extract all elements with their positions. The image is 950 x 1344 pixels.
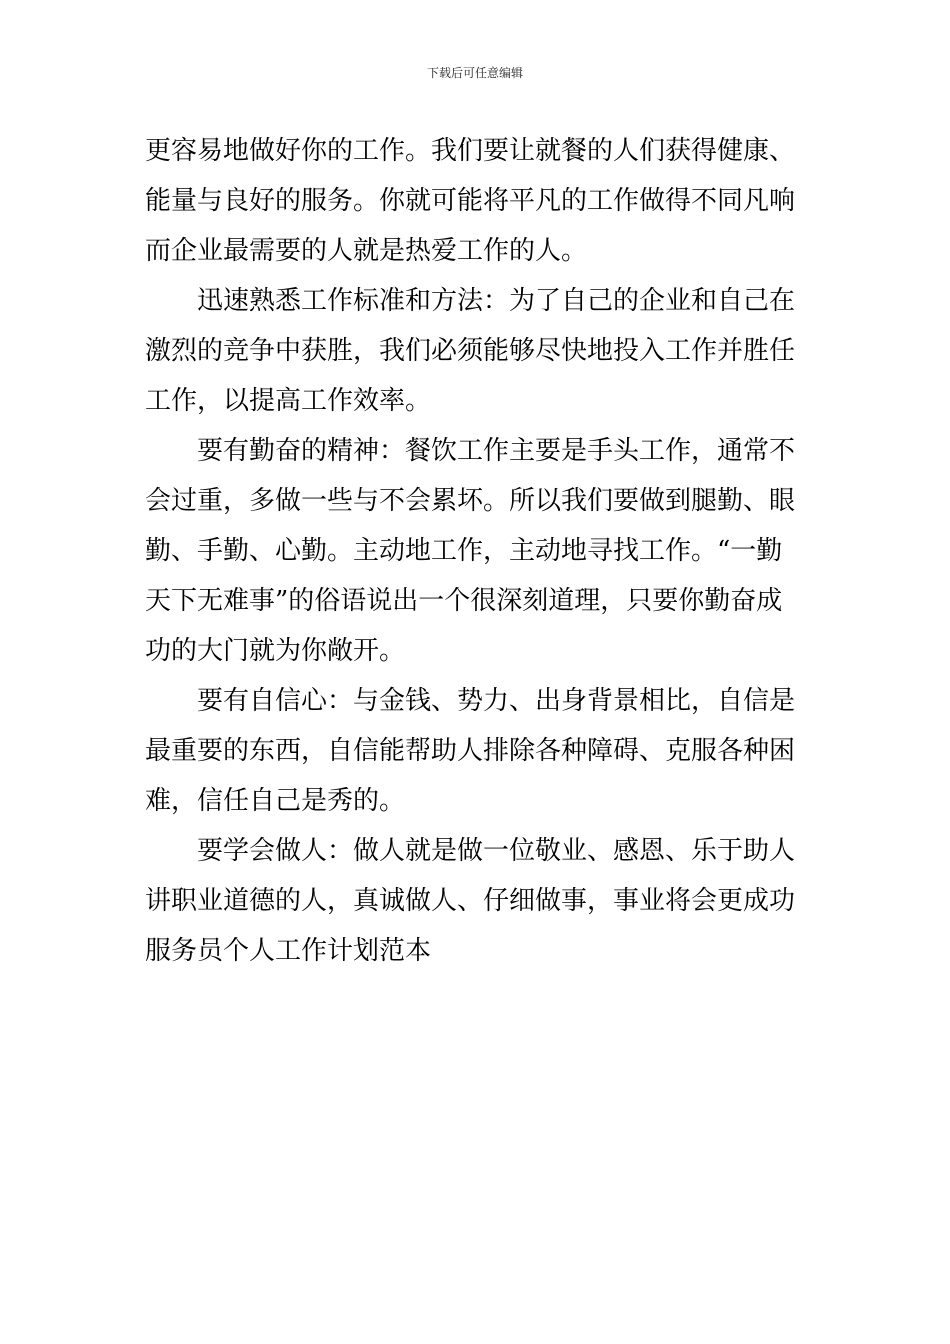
paragraph-start-line: 要有勤奋的精神：餐饮工作主要是手头工作，通常不 [197,436,796,466]
document-title-line: 服务员个人工作计划范本 [145,936,432,966]
text-line: 天下无难事”的俗语说出一个很深刻道理，只要你勤奋成 [145,586,783,616]
text-line: 而企业最需要的人就是热爱工作的人。 [145,236,588,266]
document-body [145,126,807,976]
text-line: 讲职业道德的人，真诚做人、仔细做事，事业将会更成功 [145,886,796,916]
text-line: 难，信任自己是秀的。 [145,786,406,816]
text-line: 会过重，多做一些与不会累坏。所以我们要做到腿勤、眼 [145,486,796,516]
text-line: 勤、手勤、心勤。主动地工作，主动地寻找工作。“一勤 [145,536,783,566]
text-line: 更容易地做好你的工作。我们要让就餐的人们获得健康、 [145,136,796,166]
text-line: 工作，以提高工作效率。 [145,386,432,416]
paragraph-start-line: 要学会做人：做人就是做一位敬业、感恩、乐于助人 [197,836,796,866]
text-line: 最重要的东西，自信能帮助人排除各种障碍、克服各种困 [145,736,796,766]
text-line: 激烈的竞争中获胜，我们必须能够尽快地投入工作并胜任 [145,336,796,366]
text-line: 能量与良好的服务。你就可能将平凡的工作做得不同凡响 [145,186,796,216]
text-line: 功的大门就为你敞开。 [145,636,406,666]
paragraph-start-line: 迅速熟悉工作标准和方法：为了自己的企业和自己在 [197,286,796,316]
paragraph-start-line: 要有自信心：与金钱、势力、出身背景相比，自信是 [197,686,796,716]
page-header-note: 下载后可任意编辑 [426,66,523,80]
